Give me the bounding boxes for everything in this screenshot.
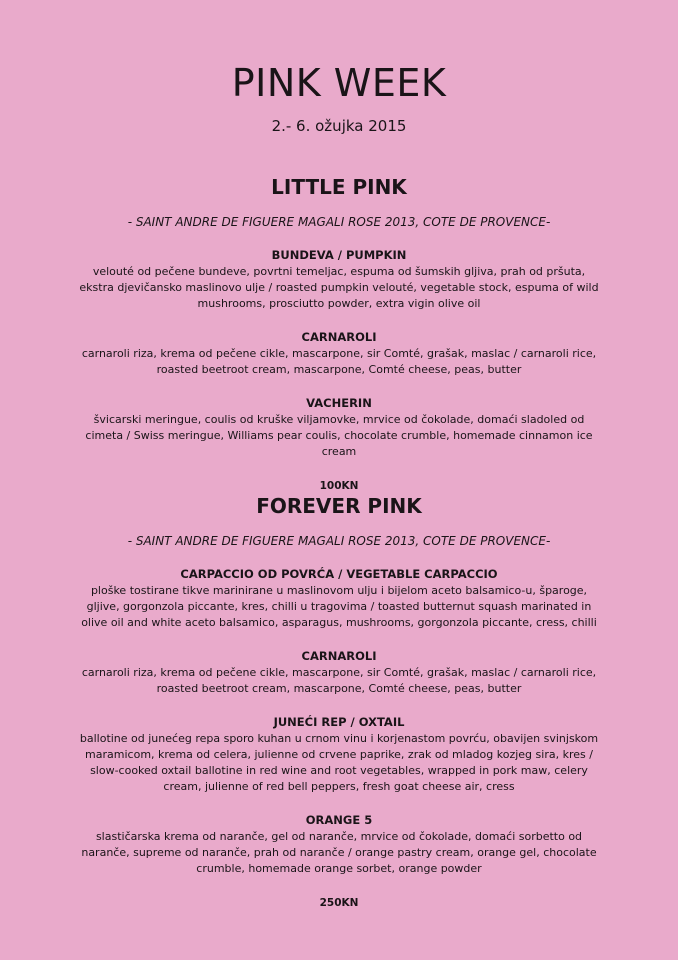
- course-item: [78, 648, 600, 697]
- course-item: [78, 812, 600, 877]
- course-description: ploške tostirane tikve marinirane u maslinovom ulju i bijelom aceto balsamico-u, šparoge, gljive, gorgonzola piccante, kres, chilli u tragovima / toasted butternut squash marinated in olive oil and white aceto balsamico, asparagus, mushrooms, gorgonzola piccante, cress, chilli: [81, 584, 597, 629]
- menu-little-pink: [0, 174, 678, 493]
- course-name: CARPACCIO OD POVRĆA / VEGETABLE CARPACCIO: [180, 567, 498, 581]
- course-description: carnaroli riza, krema od pečene cikle, mascarpone, sir Comté, grašak, maslac / carnaroli rice, roasted beetroot cream, mascarpone, Comté cheese, peas, butter: [81, 666, 597, 695]
- page-title: PINK WEEK: [231, 61, 447, 105]
- course-name: CARNAROLI: [301, 330, 377, 344]
- course-name: BUNDEVA / PUMPKIN: [271, 248, 407, 262]
- course-name: ORANGE 5: [305, 813, 373, 827]
- menu-title: FOREVER PINK: [256, 494, 422, 518]
- menu-price: 100KN: [319, 480, 359, 492]
- course-item: [78, 566, 600, 631]
- course-description: švicarski meringue, coulis od kruške viljamovke, mrvice od čokolade, domaći sladoled od cimeta / Swiss meringue, Williams pear coulis, chocolate crumble, homemade cinnamon ice cream: [85, 413, 593, 458]
- course-description: velouté od pečene bundeve, povrtni temeljac, espuma od šumskih gljiva, prah od pršuta, ekstra djevičansko maslinovo ulje / roasted pumpkin velouté, vegetable stock, espuma of wild mushrooms, prosciutto powder, extra vigin olive oil: [79, 265, 599, 310]
- course-name: JUNEĆI REP / OXTAIL: [273, 715, 405, 729]
- event-dates: 2.- 6. ožujka 2015: [271, 117, 407, 135]
- menu-title: LITTLE PINK: [271, 175, 407, 199]
- course-item: [78, 395, 600, 460]
- menu-price: 250KN: [319, 897, 359, 909]
- course-name: CARNAROLI: [301, 649, 377, 663]
- course-item: [78, 329, 600, 378]
- course-item: [78, 714, 600, 795]
- menu-forever-pink: [0, 493, 678, 910]
- wine-pairing: - SAINT ANDRE DE FIGUERE MAGALI ROSE 2013, COTE DE PROVENCE-: [127, 534, 551, 548]
- course-description: slastičarska krema od naranče, gel od naranče, mrvice od čokolade, domaći sorbetto od naranče, supreme od naranče, prah od naranče / orange pastry cream, orange gel, chocolate crumble, homemade orange sorbet, orange powder: [81, 830, 597, 875]
- wine-pairing: - SAINT ANDRE DE FIGUERE MAGALI ROSE 2013, COTE DE PROVENCE-: [127, 215, 551, 229]
- course-description: carnaroli riza, krema od pečene cikle, mascarpone, sir Comté, grašak, maslac / carnaroli rice, roasted beetroot cream, mascarpone, Comté cheese, peas, butter: [81, 347, 597, 376]
- course-description: ballotine od junećeg repa sporo kuhan u crnom vinu i korjenastom povrću, obavijen svinjskom maramicom, krema od celera, julienne od crvene paprike, zrak od mladog kozjeg sira, kres / slow-cooked oxtail ballotine in red wine and root vegetables, wrapped in pork maw, celery cream, julienne of red bell peppers, fresh goat cheese air, cress: [79, 732, 599, 793]
- course-item: [78, 247, 600, 312]
- course-name: VACHERIN: [306, 396, 372, 410]
